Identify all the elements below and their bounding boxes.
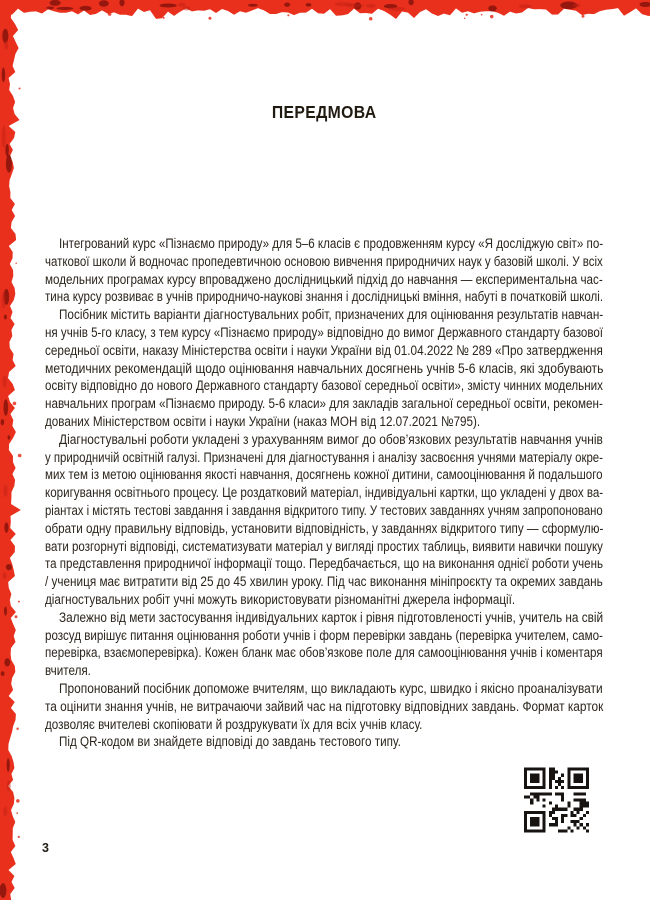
qr-code [524,764,589,836]
text-line-content: перевірка, взаємоперевірка). Кожен бланк має обов’язкове поле для самооцінювання учнів і коментаря [45,645,603,662]
paragraph [45,610,603,681]
text-line [45,681,603,699]
text-line [45,485,603,503]
text-line-content: модельних програмах курсу впроваджено дослідницький підхід до навчання — експериментальна час- [45,271,603,288]
text-line-content: ня учнів 5-го класу, з тем курсу «Пізнаємо природу» відповідно до вимог Державного стандарту базової [45,324,604,341]
text-line-content: та представлення природничої інформації тощо. Передбачається, що на виконання однієї роботи учень [45,556,603,573]
text-line-content: Діагностувальні роботи укладені з урахуванням вимог до обов’язкових результатів навчання учнів [59,431,603,448]
text-line [45,717,603,735]
text-line [45,503,603,521]
text-line [45,414,603,432]
text-line-content: мих тем із метою оцінювання якості навчання, досягнень кожної дитини, самооцінювання й подальшого [45,467,603,484]
text-line [45,254,603,272]
text-line-content: Залежно від мети застосування індивідуальних карток і рівня підготовленості учнів, учитель на свій [59,609,604,626]
text-line-content: дозволяє вчителеві скопіювати й роздрукувати їх для всіх учнів класу. [45,716,423,733]
text-line [45,556,603,574]
text-line [45,325,603,343]
text-line [45,574,603,592]
text-line-content: вчителя. [45,663,91,680]
text-line-content: методичних рекомендацій щодо оцінювання навчальних досягнень учнів 5-6 класів, які здобувають [45,360,604,377]
text-line [45,343,603,361]
text-line [45,396,603,414]
text-line-content: дованих Міністерством освіти і науки України (наказ МОН від 12.07.2021 №795). [45,413,481,430]
page-title-text: ПЕРЕДМОВА [271,102,377,122]
text-line [45,450,603,468]
text-line-content: обрати одну правильну відповідь, установити відповідність, у завданнях відкритого типу — сформулю- [45,520,604,537]
torn-red-edge-top [0,0,650,26]
text-line [45,663,603,681]
text-line-content: ріантах і містять тестові завдання і завдання відкритого типу. У тестових завданнях учням запропоновано [45,502,603,519]
text-line [45,521,603,539]
text-line-content: коригування освітнього процесу. Це роздатковий матеріал, індивідуальні картки, що укладені у двох ва- [45,485,604,502]
text-line [45,432,603,450]
text-line [45,628,603,646]
text-line [45,467,603,485]
text-line-content: Пропонований посібник допоможе вчителям, що викладають курс, швидко і якісно проаналізувати [59,680,603,697]
paragraph [45,236,603,307]
text-line [45,699,603,717]
text-line-content: та оцінити знання учнів, не витрачаючи зайвий час на підготовку відповідних завдань. Формат карток [45,698,604,715]
text-line-content: Посібник містить варіанти діагностувальних робіт, призначених для оцінювання результатів навчан- [59,307,604,324]
text-line-content: середньої освіти, наказу Міністерства освіти і науки України від 01.04.2022 № 289 «Про затвердження [45,342,603,359]
text-line-content: діагностувальних робіт учні можуть використовувати різноманітні джерела інформації. [45,591,516,608]
text-line [45,645,603,663]
text-line [45,592,603,610]
text-line-content: навчальних програм «Пізнаємо природу. 5-6 класи» для закладів загальної середньої освіти, рекомен- [45,396,603,413]
page-number: 3 [42,841,49,855]
paragraph [45,681,603,734]
paragraph [45,307,603,432]
text-line [45,361,603,379]
text-line-content: розсуд вирішує питання оцінювання роботи учнів і форм перевірки завдань (перевірка учителем, само- [45,627,603,644]
text-line-content: чаткової школи й водночас пропедевтичною основою вивчення природничих наук у базовій школі. У всіх [45,253,603,270]
text-line [45,610,603,628]
preface-text [45,236,603,752]
text-line-content: Під QR-кодом ви знайдете відповіді до завдань тестового типу. [59,734,401,751]
text-line [45,272,603,290]
text-line [45,236,603,254]
text-line [45,307,603,325]
paragraph [45,432,603,610]
text-line-content: вати розгорнуті відповіді, систематизувати матеріал у вигляді простих таблиць, виявити навички пошуку [45,538,603,555]
text-line-content: тина курсу розвиває в учнів природничо-наукові знання і дослідницькі вміння, набуті в початковій школі. [45,289,604,306]
text-line [45,539,603,557]
text-line-content: Інтегрований курс «Пізнаємо природу» для 5–6 класів є продовженням курсу «Я досліджую світ» по- [59,236,604,252]
text-line [45,289,603,307]
page-title [45,101,603,123]
text-line-content: у природничій освітній галузі. Призначені для діагностування і аналізу засвоєння учнями матеріалу окре- [45,449,603,466]
text-line [45,734,603,752]
text-line [45,378,603,396]
text-line-content: освіту відповідно до нового Державного стандарту базової середньої освіти», змісту чинних модельних [45,378,603,395]
torn-red-edge-left [0,0,26,900]
paragraph [45,734,603,752]
text-line-content: / учениця має витратити від 25 до 45 хвилин уроку. Під час виконання мініпроєкту та окремих завдань [45,574,603,591]
